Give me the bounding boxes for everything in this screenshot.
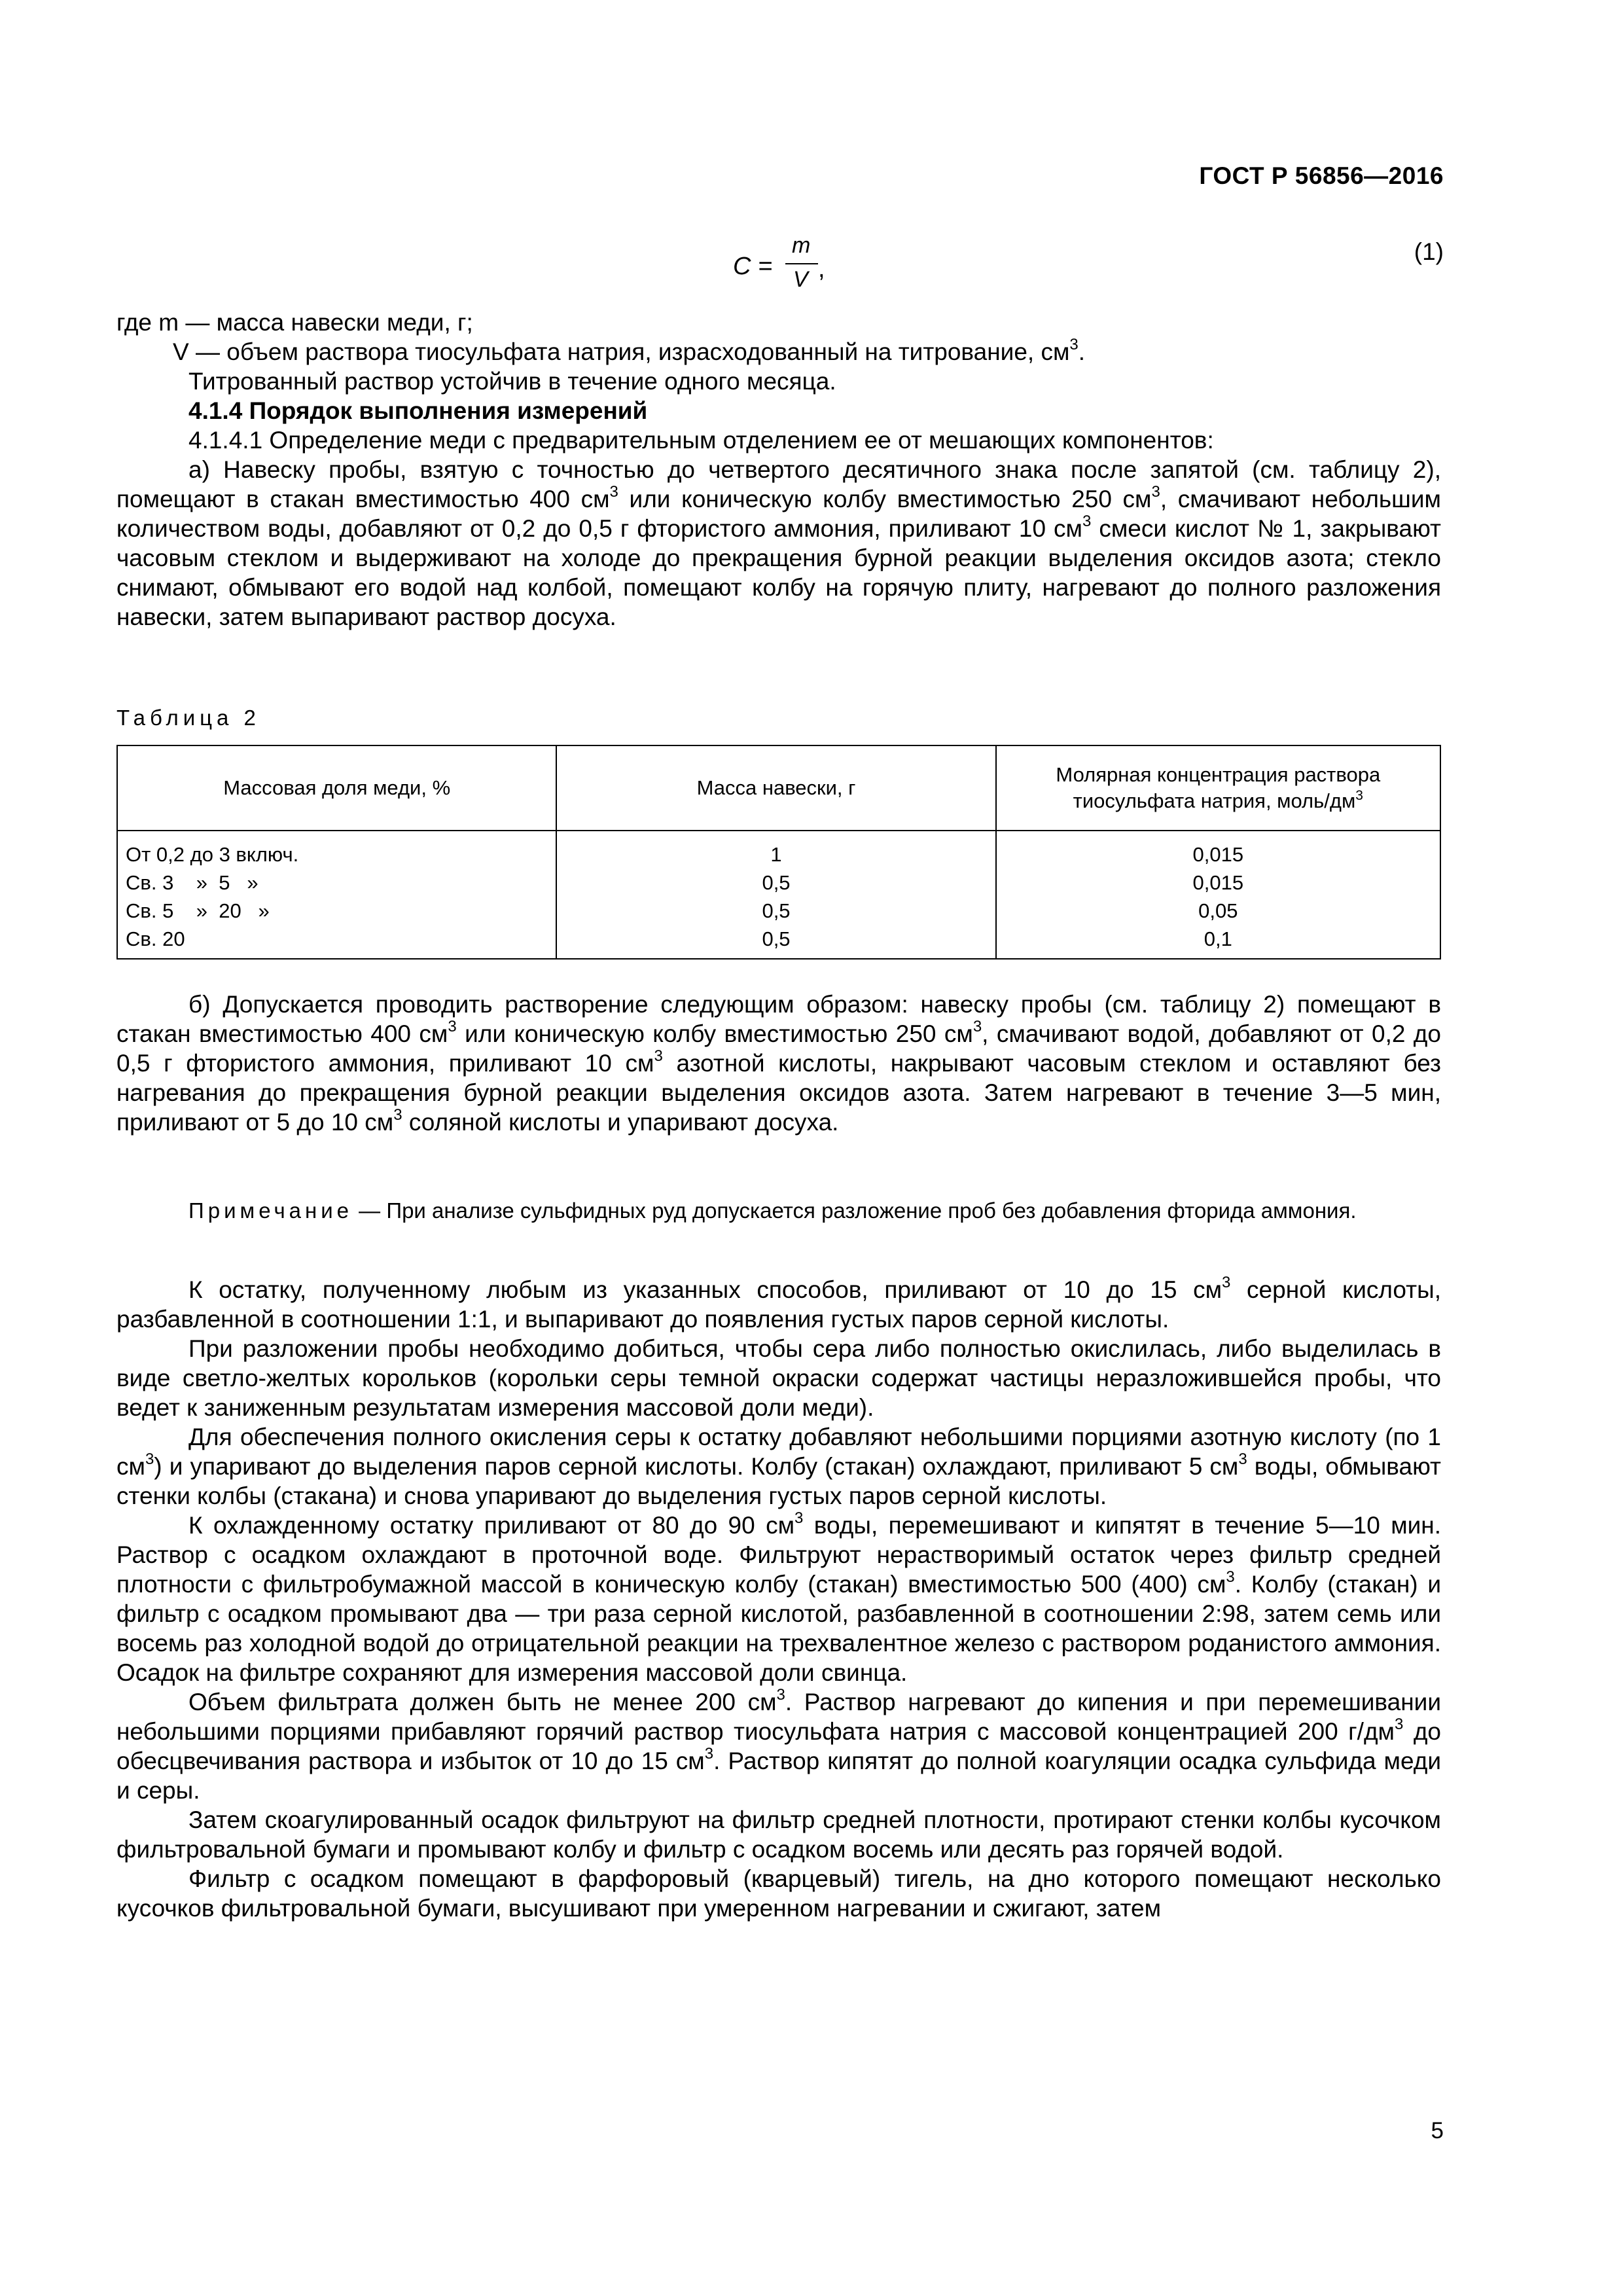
- where-m-line: [116, 308, 1441, 337]
- table-header-row: [117, 745, 1440, 831]
- cell-range: Св. 5 » 20 »: [117, 897, 556, 925]
- section-heading: 4.1.4 Порядок выполнения измерений: [188, 397, 648, 424]
- cell-mass: 0,5: [556, 925, 995, 959]
- cell-range: Св. 3 » 5 »: [117, 869, 556, 897]
- superscript: 3: [1238, 1450, 1247, 1468]
- text-run: серной кислоты, разбавленной в соотношении 1:1, и выпаривают до появления густых паров серной кислоты.: [116, 1276, 1441, 1333]
- paragraph-oxidation: [116, 1422, 1441, 1511]
- text-run: Объем фильтрата должен быть не менее 200 см: [188, 1689, 777, 1715]
- superscript: 3: [609, 483, 618, 501]
- where-v-line: [116, 337, 1441, 367]
- text-run: . Колбу (стакан) и фильтр с осадком промывают два — три раза серной кислотой, разбавленной в соотношении 2:98, затем семь или восемь раз холодной водой до отрицательной реакции на трехвалентное железо с раствором роданистого аммония. Осадок на фильтре сохраняют для измерения массовой доли свинца.: [116, 1571, 1441, 1686]
- superscript: 3: [1355, 788, 1363, 803]
- formula-numerator: m: [792, 233, 811, 258]
- formula-lhs: C =: [733, 253, 773, 280]
- cell-range: От 0,2 до 3 включ.: [117, 831, 556, 869]
- header-text: тиосульфата натрия, моль/дм: [1073, 789, 1356, 812]
- page-number: 5: [1431, 2118, 1444, 2144]
- text-run: К остатку, полученному любым из указанных способов, приливают от 10 до 15 см: [188, 1276, 1222, 1303]
- paragraph-residue: [116, 1275, 1441, 1334]
- text-run: соляной кислоты и упаривают досуха.: [402, 1109, 839, 1136]
- superscript: 3: [794, 1509, 804, 1527]
- header-sample-mass: Масса навески, г: [556, 745, 995, 831]
- paragraph-cooled-residue: [116, 1511, 1441, 1687]
- paragraph-sulfur: При разложении пробы необходимо добиться, чтобы сера либо полностью окислилась, либо выделилась в виде светло-желтых корольков (корольки серы темной окраски содержат частицы неразложившейся пробы, что ведет к заниженным результатам измерения массовой доли меди).: [116, 1335, 1441, 1421]
- cell-concentration: 0,015: [996, 869, 1440, 897]
- where-v-text: объем раствора тиосульфата натрия, израсходованный на титрование, см: [219, 338, 1070, 365]
- text-run: К охлажденному остатку приливают от 80 до 90 см: [188, 1512, 795, 1539]
- paragraph-crucible: Фильтр с осадком помещают в фарфоровый (кварцевый) тигель, на дно которого помещают несколько кусочков фильтровальной бумаги, высушивают при умеренном нагревании и сжигают, затем: [116, 1865, 1441, 1922]
- cell-mass: 0,5: [556, 869, 995, 897]
- superscript: 3: [776, 1686, 785, 1704]
- formula-comma: ,: [818, 255, 825, 283]
- superscript: 3: [1069, 336, 1079, 353]
- formula-number: (1): [1414, 238, 1444, 265]
- superscript: 3: [145, 1450, 154, 1468]
- superscript: 3: [654, 1047, 663, 1065]
- text-run: воды, обмывают стенки колбы (стакана) и снова упаривают до выделения густых паров серной кислоты.: [116, 1453, 1441, 1509]
- superscript: 3: [704, 1745, 714, 1763]
- fraction-bar: [785, 263, 818, 264]
- text-run: . Раствор нагревают до кипения и при перемешивании небольшими порциями прибавляют горячий раствор тиосульфата натрия с массовой концентрацией 200 г/дм: [116, 1689, 1442, 1745]
- paragraph-b-block: [116, 990, 1441, 1137]
- superscript: 3: [448, 1018, 457, 1035]
- note-lead: Примечание: [188, 1198, 353, 1223]
- note-text: — При анализе сульфидных руд допускается разложение проб без добавления фторида аммония.: [353, 1198, 1357, 1223]
- table-row: [117, 869, 1440, 897]
- cell-concentration: 0,1: [996, 925, 1440, 959]
- text-run: воды, перемешивают и кипятят в течение 5—10 мин. Раствор с осадком охлаждают в проточной воде. Фильтруют нерастворимый остаток через фильтр средней плотности с фильтробумажной массой в коническую колбу (стакан) вместимостью 500 (400) см: [116, 1512, 1442, 1598]
- paragraph-filtrate: [116, 1687, 1441, 1805]
- header-text: Молярная концентрация раствора: [1056, 763, 1381, 786]
- where-v-label: V —: [173, 338, 220, 365]
- text-run: смеси кислот № 1, закрывают часовым стеклом и выдерживают на холоде до прекращения бурной реакции выделения оксидов азота; стекло снимают, обмывают его водой над колбой, помещают колбу на горячую плиту, нагревают до полного разложения навески, затем выпаривают раствор досуха.: [116, 515, 1441, 630]
- lower-text-block: [116, 1275, 1441, 1923]
- note: [116, 1196, 1441, 1225]
- table-caption: Таблица 2: [116, 706, 260, 730]
- cell-concentration: 0,05: [996, 897, 1440, 925]
- table-row: [117, 925, 1440, 959]
- paragraph-4-1-4-1: 4.1.4.1 Определение меди с предварительным отделением ее от мешающих компонентов:: [188, 427, 1214, 454]
- where-m-text: масса навески меди, г;: [209, 309, 473, 336]
- text-run: . Раствор кипятят до полной коагуляции осадка сульфида меди и серы.: [116, 1748, 1441, 1804]
- text-run: ) и упаривают до выделения паров серной кислоты. Колбу (стакан) охлаждают, приливают 5 см: [154, 1453, 1239, 1480]
- text-run: , смачивают небольшим количеством воды, добавляют от 0,2 до 0,5 г фтористого аммония, приливают 10 см: [116, 486, 1441, 542]
- text-run: или коническую колбу вместимостью 250 см: [456, 1020, 973, 1047]
- superscript: 3: [1082, 512, 1092, 530]
- formula-1: [733, 233, 864, 305]
- table-row: [117, 897, 1440, 925]
- table-row: [117, 831, 1440, 869]
- superscript: 3: [1226, 1568, 1235, 1586]
- paragraph-b: [116, 990, 1441, 1137]
- header-molar-concentration: [996, 745, 1440, 831]
- text-run: Для обеспечения полного окисления серы к остатку добавляют небольшими порциями азотную кислоту (по 1 см: [116, 1424, 1441, 1480]
- where-m-label: где m —: [116, 309, 210, 336]
- superscript: 3: [1222, 1274, 1231, 1291]
- text-run: б) Допускается проводить растворение следующим образом: навеску пробы (см. таблицу 2) помещают в стакан вместимостью 400 см: [116, 991, 1441, 1047]
- paragraph-a: [116, 455, 1441, 632]
- document-header: ГОСТ Р 56856—2016: [1199, 162, 1444, 189]
- upper-text-block: [116, 308, 1441, 632]
- cell-concentration: 0,015: [996, 831, 1440, 869]
- paragraph-stability: Титрованный раствор устойчив в течение одного месяца.: [188, 368, 836, 395]
- superscript: 3: [393, 1106, 402, 1124]
- paragraph-coagulated: Затем скоагулированный осадок фильтруют на фильтр средней плотности, протирают стенки колбы кусочком фильтровальной бумаги и промывают колбу и фильтр с осадком восемь или десять раз горячей водой.: [116, 1806, 1441, 1863]
- where-v-end: .: [1078, 338, 1086, 365]
- cell-mass: 1: [556, 831, 995, 869]
- cell-mass: 0,5: [556, 897, 995, 925]
- text-run: до обесцвечивания раствора и избыток от 10 до 15 см: [116, 1718, 1442, 1774]
- text-run: или коническую колбу вместимостью 250 см: [618, 486, 1152, 512]
- text-run: , смачивают водой, добавляют от 0,2 до 0,5 г фтористого аммония, приливают 10 см: [116, 1020, 1441, 1077]
- superscript: 3: [1395, 1715, 1404, 1733]
- text-run: а) Навеску пробы, взятую с точностью до четвертого десятичного знака после запятой (см. таблицу 2), помещают в стакан вместимостью 400 см: [116, 456, 1441, 512]
- formula-denominator: V: [793, 267, 808, 292]
- header-copper-fraction: Массовая доля меди, %: [117, 745, 556, 831]
- superscript: 3: [1151, 483, 1160, 501]
- cell-range: Св. 20: [117, 925, 556, 959]
- superscript: 3: [972, 1018, 982, 1035]
- table-2: [116, 745, 1441, 960]
- text-run: азотной кислоты, накрывают часовым стеклом и оставляют без нагревания до прекращения бурной реакции выделения оксидов азота. Затем нагревают в течение 3—5 мин, приливают от 5 до 10 см: [116, 1050, 1442, 1136]
